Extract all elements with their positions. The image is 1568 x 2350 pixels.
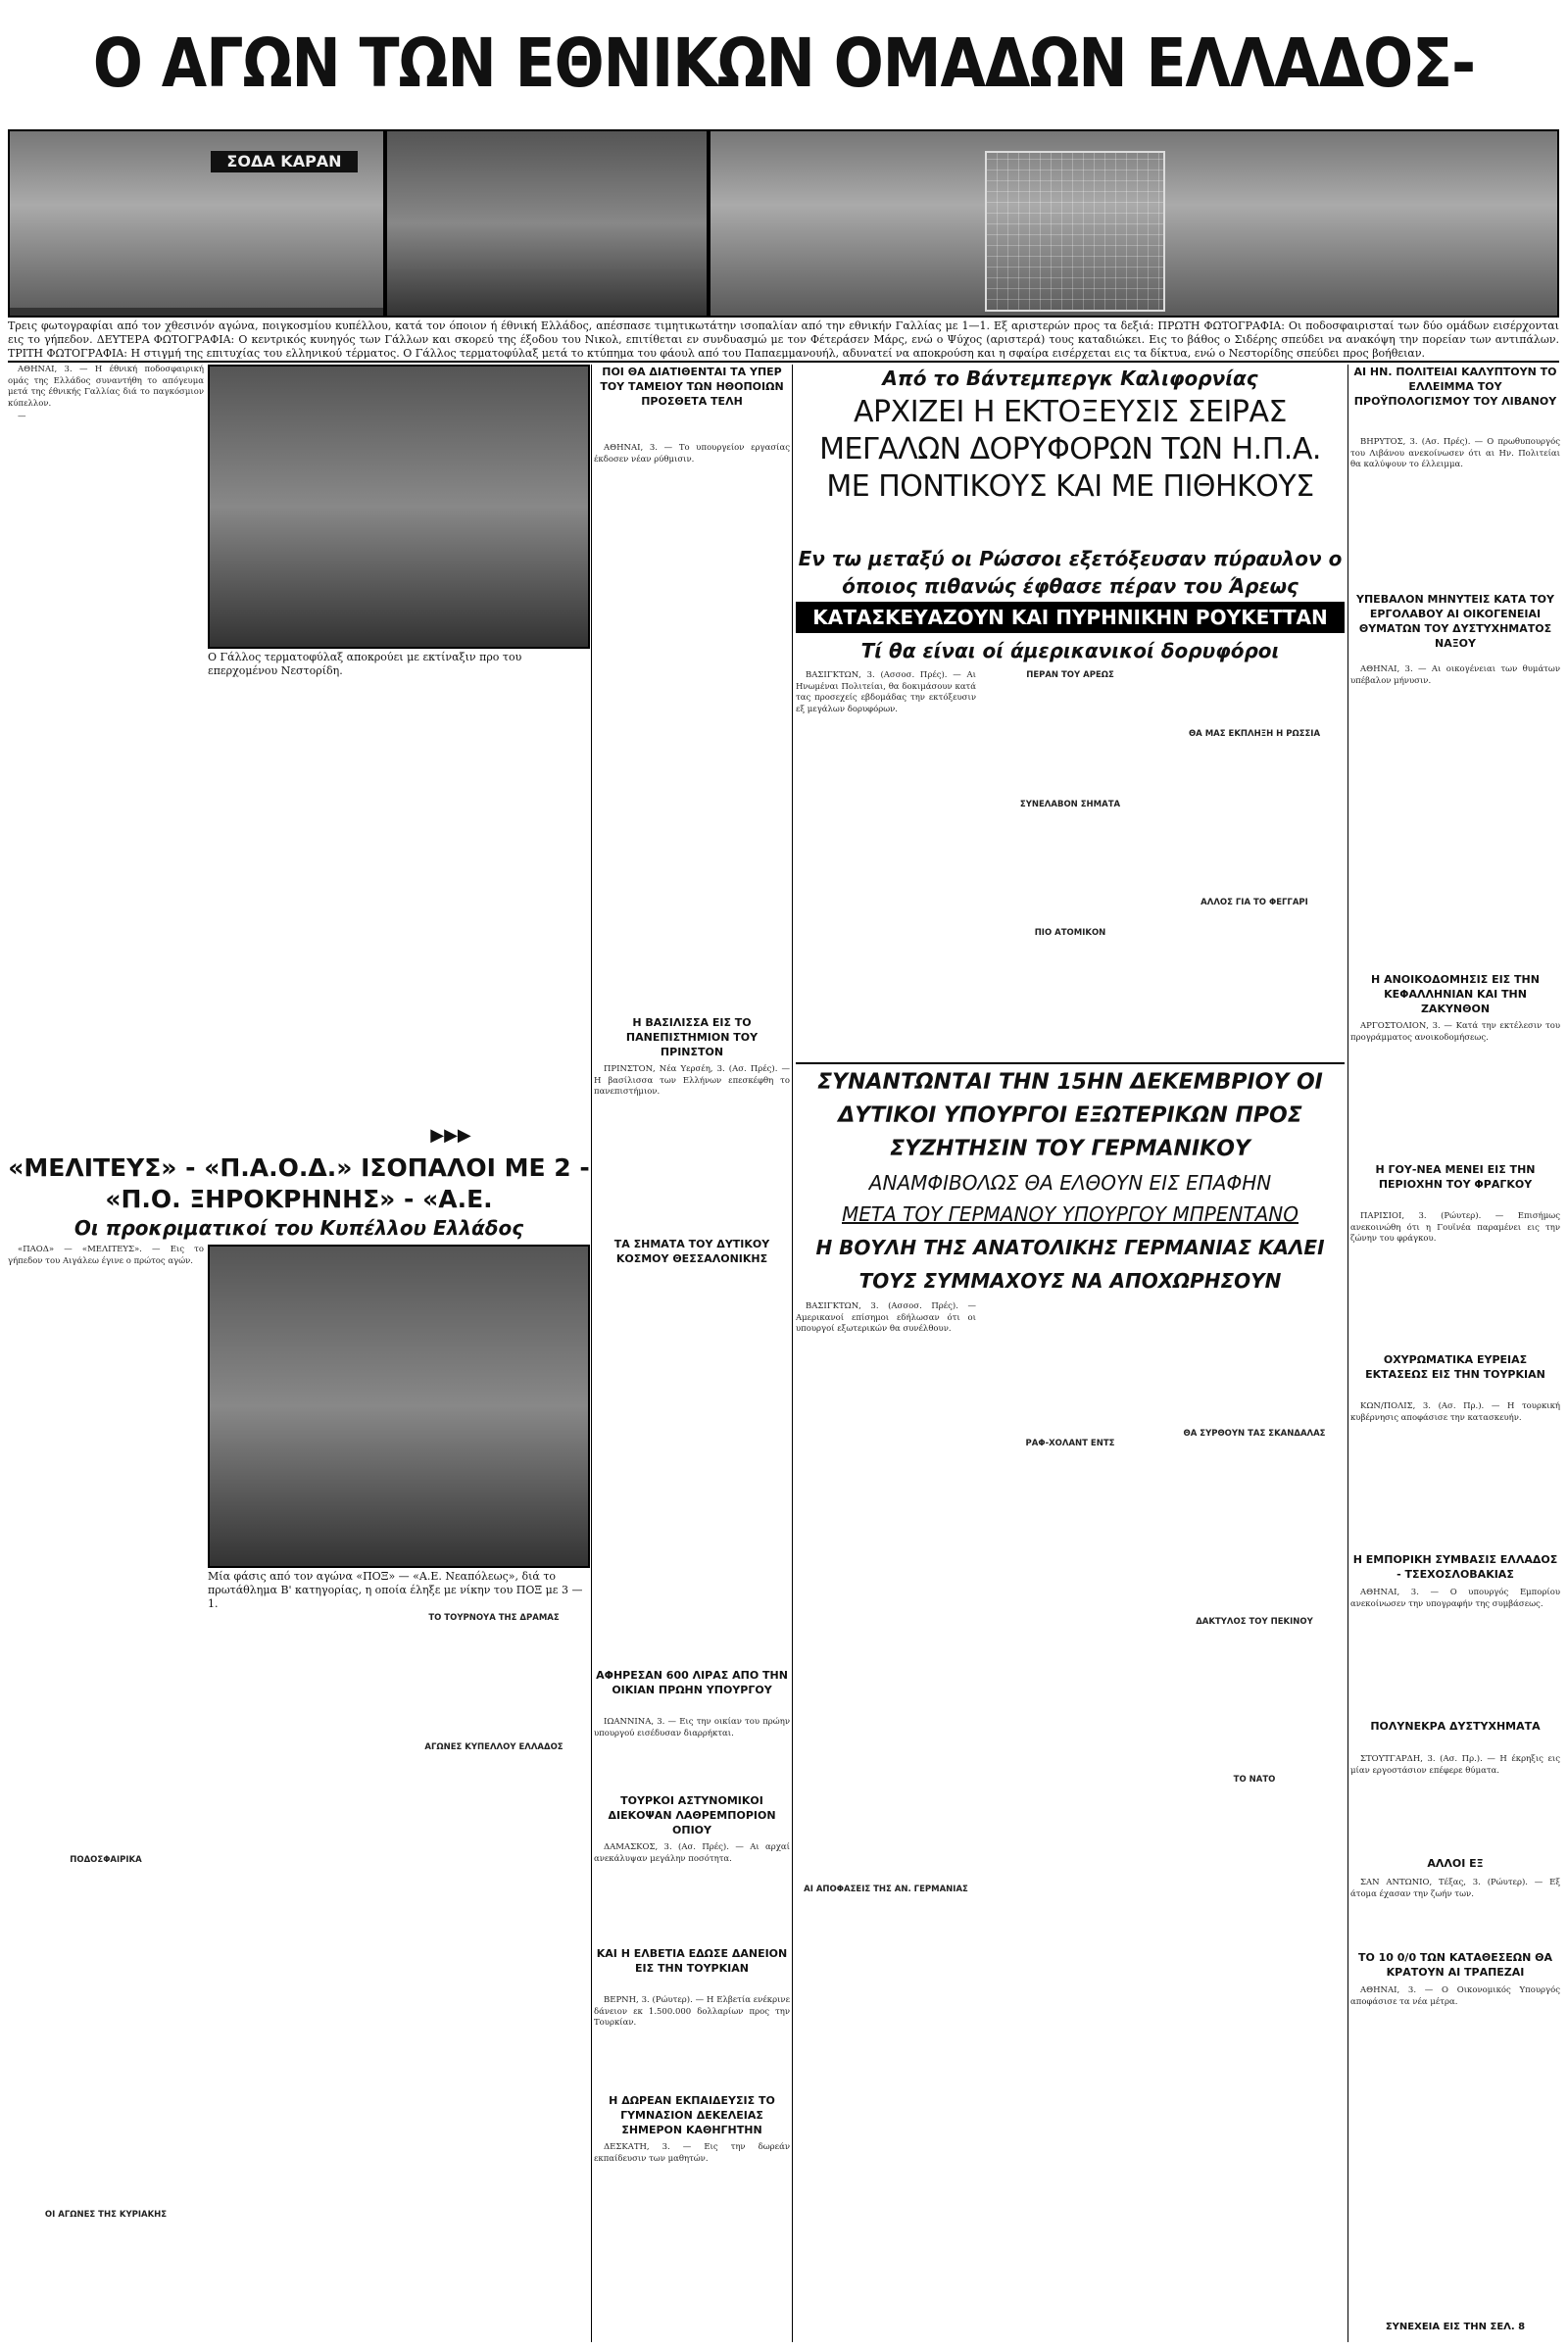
arrow-marker: ▶▶▶ [430, 1125, 471, 1146]
other-lede: ΣΑΝ ΑΝΤΩΝΙΟ, Τέξας, 3. (Ρώυτερ). — Εξ άτομα έχασαν την ζωήν των. [1350, 1878, 1560, 1899]
germany-sub-2: ΘΑ ΣΥΡΘΟΥΝ ΤΑΣ ΣΚΑΝΔΑΛΑΣ [1183, 1429, 1326, 1439]
theatre-headline: ΠΟΙ ΘΑ ΔΙΑΤΙΘΕΝΤΑΙ ΤΑ ΥΠΕΡ ΤΟΥ ΤΑΜΕΙΟΥ ΤΩΝ ΗΘΟΠΟΙΩΝ ΠΡΟΣΘΕΤΑ ΤΕΛΗ [600, 366, 784, 408]
photo-caption: Τρεις φωτογραφίαι από τον χθεσινόν αγώνα, ποιγκοσμίου κυπέλλου, κατά τον όποιον ή έθνική Ελλάδος, απέσπασε τιμητικωτάτην ισοπαλίαν από την εθνικήν Γαλλίας με 1—1. Εξ αριστερών προς τα δεξιά: ΠΡΩΤΗ ΦΩΤΟΓΡΑΦΙΑ: Οι ποδοσφαιρισταί των δύο ομάδων εισέρχονται εις το γήπεδον. ΔΕΥΤΕΡΑ ΦΩΤΟΓΡΑΦΙΑ: Ο κεντρικός κυνηγός των Γάλλων και σκορεύ της έξοδου του Νικολ, επιτίθεται εν συνδυασμώ με τον Φέτεράσεν Μάρς, ενώ ο Ψύχος (αριστερά) τους καταδιώκει. Εις το βάθος ο Σιδέρης σπεύδει να ανακόψη την πορείαν των αντιπάλων. ΤΡΙΤΗ ΦΩΤΟΓΡΑΦΙΑ: Η στιγμή της επιτυχίας του ελληνικού τέρματος. Ο Γάλλος τερματοφύλαξ μετά το κτύπημα του φάουλ από του Παπαεμμανουήλ, αδυνατεί να αποκρούση και η σφαίρα εισέρχεται εις τα δίκτυα, ενώ ο Νεστορίδης σπεύδει προς βοήθειαν. [8, 319, 1559, 359]
divider [8, 361, 1559, 363]
satellite-lede: ΒΑΣΙΓΚΤΩΝ, 3. (Ασσοσ. Πρές). — Αι Ηνωμέναι Πολιτείαι, θα δοκιμάσουν κατά τας προσεχείς εβδομάδας την εκτόξευσιν εξ μεγάλων δορυφόρων. [796, 670, 976, 714]
accident-lede: ΣΤΟΥΤΓΑΡΔΗ, 3. (Ασ. Πρ.). — Η έκρηξις εις μίαν εργοστάσιον επέφερε θύματα. [1350, 1754, 1560, 1776]
cup-report-col-1 [8, 1245, 204, 2342]
deposit-headline: ΤΟ 10 0/0 ΤΩΝ ΚΑΤΑΘΕΣΕΩΝ ΘΑ ΚΡΑΤΟΥΝ ΑΙ ΤΡΑΠΕΖΑΙ [1357, 1951, 1553, 1979]
trade-headline: Η ΕΜΠΟΡΙΚΗ ΣΥΜΒΑΣΙΣ ΕΛΛΑΔΟΣ - ΤΣΕΧΟΣΛΟΒΑΚΙΑΣ [1352, 1553, 1558, 1581]
lebanon-headline: ΑΙ ΗΝ. ΠΟΛΙΤΕΙΑΙ ΚΑΛΥΠΤΟΥΝ ΤΟ ΕΛΛΕΙΜΜΑ ΤΟΥ ΠΡΟΫΠΟΛΟΓΙΣΜΟΥ ΤΟΥ ΛΙΒΑΝΟΥ [1353, 366, 1557, 408]
photo-attack [385, 129, 709, 318]
satellite-col-2 [980, 670, 1160, 1058]
accident-body [1350, 1754, 1560, 1852]
match-report-col-1: ΑΘΗΝΑΙ, 3. — Η έθνική ποδοσφαιρική ομάς της Ελλάδος συναντήθη το απόγευμα μετά της έθνικής Γαλλίας διά το παγκόσμιον κύπελλον. — [8, 365, 204, 421]
satellite-sub-5: ΠΙΟ ΑΤΟΜΙΚΟΝ [1034, 928, 1106, 938]
cup-sub-4: ΟΙ ΑΓΩΝΕΣ ΤΗΣ ΚΥΡΙΑΚΗΣ [44, 2209, 168, 2220]
germany-col-1 [796, 1301, 976, 2342]
cold-lede: ΚΩΝ/ΠΟΛΙΣ, 3. (Ασ. Πρ.). — Η τουρκική κυβέρνησις αποφάσισε την κατασκευήν. [1350, 1401, 1560, 1423]
satellite-subhead: Εν τω μεταξύ οι Ρώσσοι εξετόξευσαν πύραυλον ο όποιος πιθανώς έφθασε πέραν του Άρεως [798, 547, 1343, 598]
cup-sub-2: ΤΟ ΤΟΥΡΝΟΥΑ ΤΗΣ ΔΡΑΜΑΣ [428, 1613, 560, 1623]
germany-sub-4: ΤΟ ΝΑΤΟ [1233, 1775, 1276, 1785]
kefalonia-headline: Η ΑΝΟΙΚΟΔΟΜΗΣΙΣ ΕΙΣ ΤΗΝ ΚΕΦΑΛΛΗΝΙΑΝ ΚΑΙ ΤΗΝ ΖΑΚΥΝΘΟΝ [1371, 973, 1540, 1015]
goalkeeper-caption: Ο Γάλλος τερματοφύλαξ αποκρούει με εκτίναξιν προ του επερχομένου Νεστορίδη. [208, 651, 522, 677]
match-report-col-3 [398, 680, 590, 1141]
deposit-lede: ΑΘΗΝΑΙ, 3. — Ο Οικονομικός Υπουργός αποφάσισε τα νέα μέτρα. [1350, 1985, 1560, 2007]
guinea-headline: Η ΓΟΥ-ΝΕΑ ΜΕΝΕΙ ΕΙΣ ΤΗΝ ΠΕΡΙΟΧΗΝ ΤΟΥ ΦΡΑΓΚΟΥ [1375, 1163, 1536, 1191]
match-report-col-1b [8, 839, 204, 1162]
school-body [594, 2142, 790, 2342]
photo-sign: ΣΟΔΑ ΚΑΡΑΝ [211, 151, 358, 172]
naxos-headline: ΥΠΕΒΑΛΟΝ ΜΗΝΥΤΕΙΣ ΚΑΤΑ ΤΟΥ ΕΡΓΟΛΑΒΟΥ ΑΙ ΟΙΚΟΓΕΝΕΙΑΙ ΘΥΜΑΤΩΝ ΤΟΥ ΔΥΣΤΥΧΗΜΑΤΟΣ ΝΑΞΟΥ [1356, 593, 1554, 650]
photo-goalkeeper [208, 365, 590, 649]
theatre-body [594, 443, 790, 1011]
cold-headline: ΟΧΥΡΩΜΑΤΙΚΑ ΕΥΡΕΙΑΣ ΕΚΤΑΣΕΩΣ ΕΙΣ ΤΗΝ ΤΟΥΡΚΙΑΝ [1365, 1353, 1545, 1381]
sequel-marker: ΣΥΝΕΧΕΙΑ ΕΙΣ ΤΗΝ ΣΕΛ. 8 [1385, 2322, 1526, 2332]
other-headline: ΑΛΛΟΙ ΕΞ [1427, 1857, 1484, 1870]
ministers-headline: ΣΥΝΑΝΤΩΝΤΑΙ ΤΗΝ 15ΗΝ ΔΕΚΕΜΒΡΙΟΥ ΟΙ ΔΥΤΙΚΟΙ ΥΠΟΥΡΓΟΙ ΕΞΩΤΕΡΙΚΩΝ ΠΡΟΣ ΣΥΖΗΤΗΣΙΝ ΤΟΥ ΓΕΡΜΑΝΙΚΟΥ [817, 1070, 1323, 1161]
satellite-headline: ΑΡΧΙΖΕΙ Η ΕΚΤΟΞΕΥΣΙΣ ΣΕΙΡΑΣ ΜΕΓΑΛΩΝ ΔΟΡΥΦΟΡΩΝ ΤΩΝ Η.Π.Α. ΜΕ ΠΟΝΤΙΚΟΥΣ ΚΑΙ ΜΕ ΠΙΘΗΚΟΥΣ [819, 395, 1321, 504]
cup-report-col-3 [398, 1613, 590, 2342]
rocket-bar: ΚΑΤΑΣΚΕΥΑΖΟΥΝ ΚΑΙ ΠΥΡΗΝΙΚΗΝ ΡΟΥΚΕΤΤΑΝ [796, 602, 1345, 633]
cup-photo-caption: Μία φάσις από τον αγώνα «ΠΟΞ» — «Α.Ε. Νεαπόλεως», διά το πρωτάθλημα Β' κατηγορίας, η οποία έληξε με νίκην του ΠΟΞ με 3 — 1. [208, 1570, 583, 1609]
ministers-sub-2: ΜΕΤΑ ΤΟΥ ΓΕΡΜΑΝΟΥ ΥΠΟΥΡΓΟΥ ΜΠΡΕΝΤΑΝΟ [841, 1202, 1299, 1226]
germany-col-3 [1164, 1301, 1345, 2342]
thessaloniki-headline: ΤΑ ΣΗΜΑΤΑ ΤΟΥ ΔΥΤΙΚΟΥ ΚΟΣΜΟΥ ΘΕΣΣΑΛΟΝΙΚΗΣ [613, 1238, 770, 1265]
greek-cup-headline-1: «ΜΕΛΙΤΕΥΣ» - «Π.Α.Ο.Δ.» ΙΣΟΠΑΛΟΙ ΜΕ 2 - [8, 1153, 590, 1182]
cup-report-col-2 [208, 1613, 394, 2342]
ministers-sub-1: ΑΝΑΜΦΙΒΟΛΩΣ ΘΑ ΕΛΘΟΥΝ ΕΙΣ ΕΠΑΦΗΝ [868, 1171, 1272, 1195]
accident-headline: ΠΟΛΥΝΕΚΡΑ ΔΥΣΤΥΧΗΜΑΤΑ [1370, 1720, 1541, 1733]
switzerland-lede: ΒΕΡΝΗ, 3. (Ρώυτερ). — Η Ελβετία ενέκρινε δάνειον εκ 1.500.000 δολλαρίων προς την Τουρκίαν. [594, 1995, 790, 2028]
naxos-lede: ΑΘΗΝΑΙ, 3. — Αι οικογένειαι των θυμάτων υπέβαλον μήνυσιν. [1350, 664, 1560, 686]
satellite-sub-4: ΑΛΛΟΣ ΓΙΑ ΤΟ ΦΕΓΓΑΡΙ [1200, 897, 1308, 907]
east-germany-headline: Η ΒΟΥΛΗ ΤΗΣ ΑΝΑΤΟΛΙΚΗΣ ΓΕΡΜΑΝΙΑΣ ΚΑΛΕΙ ΤΟΥΣ ΣΥΜΜΑΧΟΥΣ ΝΑ ΑΠΟΧΩΡΗΣΟΥΝ [815, 1236, 1325, 1293]
trade-lede: ΑΘΗΝΑΙ, 3. — Ο υπουργός Εμπορίου ανεκοίνωσεν την υπογραφήν της συμβάσεως. [1350, 1588, 1560, 1609]
satellite-question: Τί θα είναι οί άμερικανικοί δορυφόροι [860, 639, 1280, 662]
vandenberg-kicker: Από το Βάντεμπεργκ Καλιφορνίας [882, 367, 1258, 390]
germany-sub-3: ΔΑΚΤΥΛΟΣ ΤΟΥ ΠΕΚΙΝΟΥ [1196, 1616, 1313, 1627]
cup-sub-3: ΑΓΩΝΕΣ ΚΥΠΕΛΛΟΥ ΕΛΛΑΔΟΣ [424, 1741, 564, 1752]
turkish-lede: ΔΑΜΑΣΚΟΣ, 3. (Ασ. Πρές). — Αι αρχαί ανεκάλυψαν μεγάλην ποσότητα. [594, 1842, 790, 1864]
thessaloniki-body [594, 1286, 790, 1664]
goal-net-shape [985, 151, 1165, 312]
school-lede: ΔΕΣΚΑΤΗ, 3. — Εις την δωρεάν εκπαίδευσιν των μαθητών. [594, 2142, 790, 2164]
lebanon-lede: ΒΗΡΥΤΟΣ, 3. (Ασ. Πρές). — Ο πρωθυπουργός του Λιβάνου ανεκοίνωσεν ότι αι Ην. Πολιτείαι θα καλύψουν το έλλειμμα. [1350, 437, 1560, 469]
guinea-lede: ΠΑΡΙΣΙΟΙ, 3. (Ρώυτερ). — Επισήμως ανεκοινώθη ότι η Γουϊνέα παραμένει εις την ζώνην του φράγκου. [1350, 1211, 1560, 1244]
ioannina-lede: ΙΩΑΝΝΙΝΑ, 3. — Εις την οικίαν του πρώην υπουργού εισέδυσαν διαρρήκται. [594, 1717, 790, 1738]
satellite-sub-1: ΠΕΡΑΝ ΤΟΥ ΑΡΕΩΣ [1026, 670, 1114, 680]
theatre-lede: ΑΘΗΝΑΙ, 3. — Το υπουργείον εργασίας έκδοσεν νέαν ρύθμισιν. [594, 443, 790, 465]
match-report-col-2 [208, 680, 394, 1141]
switzerland-body [594, 1995, 790, 2089]
princeton-lede: ΠΡΙΝΣΤΟΝ, Νέα Υερσέη, 3. (Ασ. Πρές). — Η βασίλισσα των Ελλήνων επεσκέφθη το πανεπιστήμιον. [594, 1064, 790, 1097]
ministers-lede: ΒΑΣΙΓΚΤΩΝ, 3. (Ασσοσ. Πρές). — Αμερικανοί επίσημοι εδήλωσαν ότι οι υπουργοί εξωτερικών θα συνέλθουν. [796, 1301, 976, 1334]
satellite-col-3 [1164, 670, 1345, 1058]
page-banner-title: Ο ΑΓΩΝ ΤΩΝ ΕΘΝΙΚΩΝ ΟΜΑΔΩΝ ΕΛΛΑΔΟΣ- [92, 24, 1476, 104]
ioannina-headline: ΑΦΗΡΕΣΑΝ 600 ΛΙΡΑΣ ΑΠΟ ΤΗΝ ΟΙΚΙΑΝ ΠΡΩΗΝ ΥΠΟΥΡΓΟΥ [596, 1669, 788, 1696]
greek-cup-subhead: Οι προκριματικοί του Κυπέλλου Ελλάδος [74, 1216, 524, 1240]
divider [796, 1062, 1345, 1064]
ioannina-body [594, 1717, 790, 1789]
match-lede: ΑΘΗΝΑΙ, 3. — Η έθνική ποδοσφαιρική ομάς της Ελλάδος συναντήθη το απόγευμα μετά της έθνικής Γαλλίας διά το παγκόσμιον κύπελλον. [8, 365, 204, 409]
kefalonia-body [1350, 1021, 1560, 1158]
cup-match-lede: «ΠΑΟΔ» — «ΜΕΛΙΤΕΥΣ». — Εις το γήπεδον του Αιγάλεω έγινε ο πρώτος αγών. [8, 1245, 204, 1266]
trade-body [1350, 1588, 1560, 1715]
satellite-sub-3: ΘΑ ΜΑΣ ΕΚΠΛΗΞΗ Η ΡΩΣΣΙΑ [1188, 729, 1321, 739]
photo-cup-match [208, 1245, 590, 1568]
turkish-body [594, 1842, 790, 1942]
lebanon-body [1350, 437, 1560, 588]
column-rule [591, 365, 592, 2342]
photo-goal [709, 129, 1559, 318]
greek-cup-headline-2: «Π.Ο. ΞΗΡΟΚΡΗΝΗΣ» - «Α.Ε. [105, 1185, 493, 1213]
turkish-headline: ΤΟΥΡΚΟΙ ΑΣΤΥΝΟΜΙΚΟΙ ΔΙΕΚΟΨΑΝ ΛΑΘΡΕΜΠΟΡΙΟΝ ΟΠΙΟΥ [608, 1794, 776, 1836]
switzerland-headline: ΚΑΙ Η ΕΛΒΕΤΙΑ ΕΔΩΣΕ ΔΑΝΕΙΟΝ ΕΙΣ ΤΗΝ ΤΟΥΡΚΙΑΝ [596, 1947, 788, 1975]
satellite-col-1 [796, 670, 976, 1058]
princeton-body [594, 1064, 790, 1233]
germany-sub-1: ΡΑΦ-ΧΟΛΑΝΤ ΕΝΤΣ [1025, 1439, 1115, 1448]
deposit-body [1350, 1985, 1560, 2319]
photo-teams-entering [8, 129, 385, 318]
germany-col-2 [980, 1301, 1160, 2342]
kefalonia-lede: ΑΡΓΟΣΤΟΛΙΟΝ, 3. — Κατά την εκτέλεσιν του προγράμματος ανοικοδομήσεως. [1350, 1021, 1560, 1043]
school-headline: Η ΔΩΡΕΑΝ ΕΚΠΑΙΔΕΥΣΙΣ ΤΟ ΓΥΜΝΑΣΙΟΝ ΔΕΚΕΛΕΙΑΣ ΣΗΜΕΡΟΝ ΚΑΘΗΓΗΤΗΝ [609, 2094, 775, 2136]
germany-sub-5: ΑΙ ΑΠΟΦΑΣΕΙΣ ΤΗΣ ΑΝ. ΓΕΡΜΑΝΙΑΣ [804, 1884, 968, 1894]
other-body [1350, 1878, 1560, 1946]
naxos-body [1350, 664, 1560, 968]
column-rule [792, 365, 793, 2342]
princeton-headline: Η ΒΑΣΙΛΙΣΣΑ ΕΙΣ ΤΟ ΠΑΝΕΠΙΣΤΗΜΙΟΝ ΤΟΥ ΠΡΙΝΣΤΟΝ [625, 1016, 759, 1058]
guinea-body [1350, 1211, 1560, 1348]
cup-sub-1: ΠΟΔΟΣΦΑΙΡΙΚΑ [70, 1855, 142, 1865]
satellite-sub-2: ΣΥΝΕΛΑΒΟΝ ΣΗΜΑΤΑ [1019, 799, 1121, 809]
cold-body [1350, 1401, 1560, 1548]
